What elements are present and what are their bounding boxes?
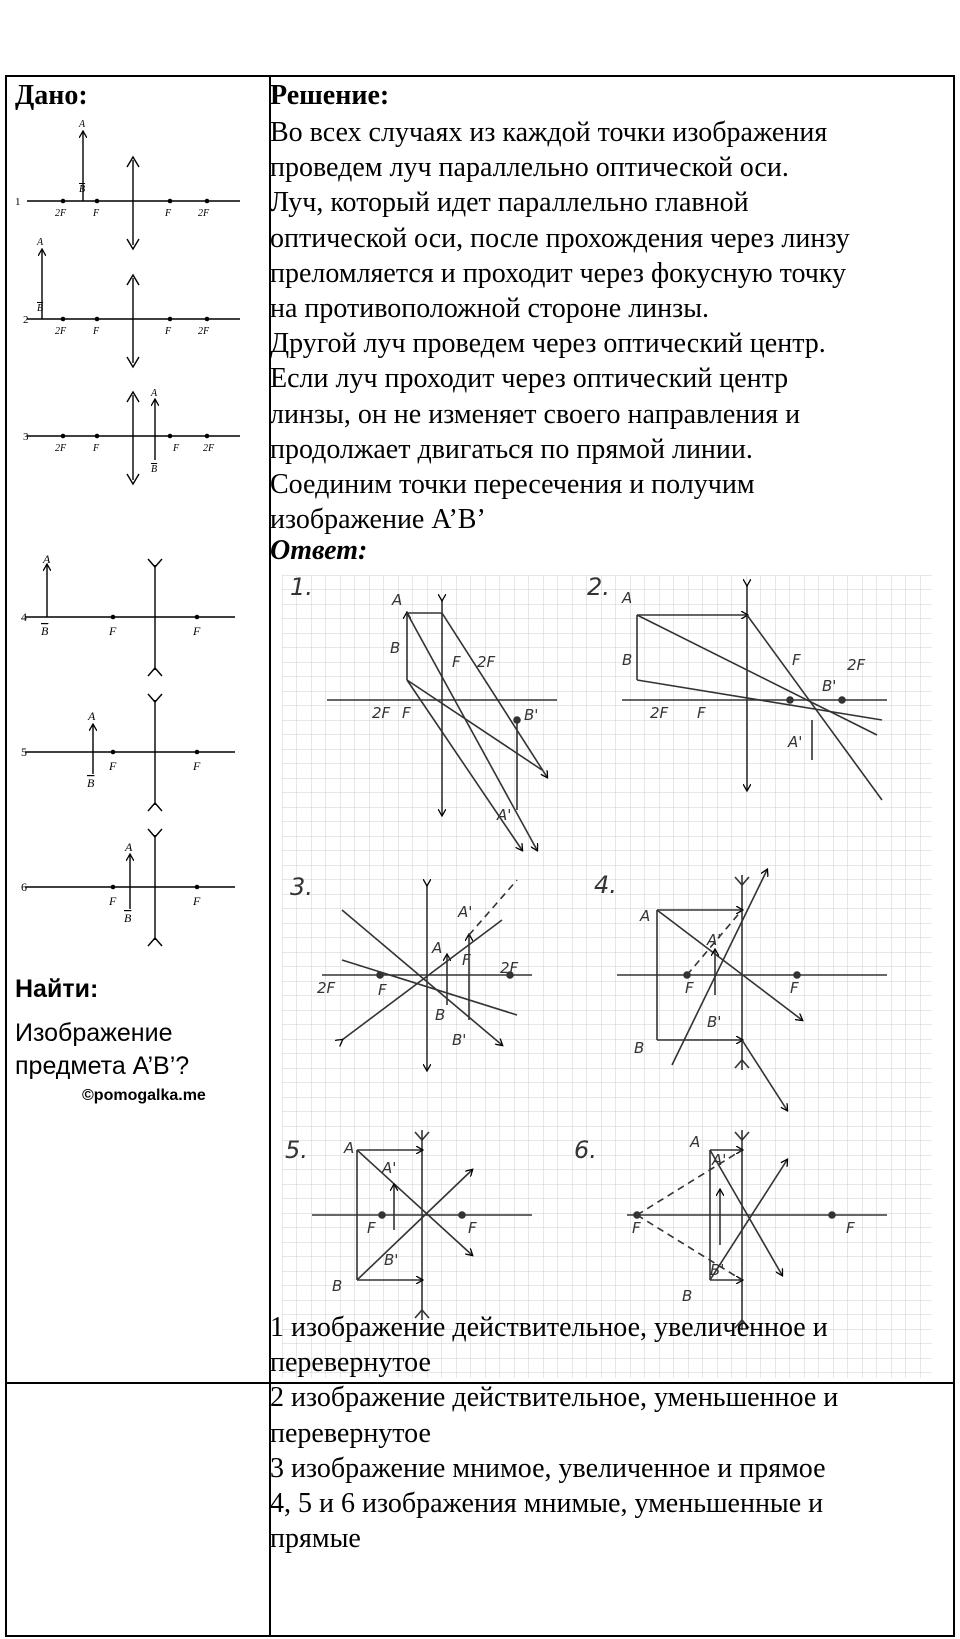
solution-line: продолжает двигаться по прямой линии. [270, 433, 753, 465]
answer-line: 2 изображение действительное, уменьшенное и [270, 1382, 839, 1414]
svg-text:4: 4 [21, 610, 27, 624]
svg-text:B: B [37, 303, 44, 314]
svg-text:A: A [640, 907, 651, 925]
svg-text:A': A' [788, 733, 803, 751]
svg-text:4.: 4. [594, 871, 617, 899]
svg-text:3: 3 [23, 431, 29, 443]
solution-line: оптической оси, после прохождения через линзу [270, 222, 850, 254]
find-text-line2: предмета A’B’? [15, 1052, 190, 1080]
svg-text:A': A' [712, 1151, 727, 1169]
svg-text:F: F [452, 653, 461, 671]
svg-text:F: F [468, 1219, 477, 1237]
svg-text:2F: 2F [198, 326, 210, 337]
svg-text:B': B' [710, 1261, 725, 1279]
svg-text:F: F [109, 624, 117, 638]
figure-number: 1 [15, 196, 21, 208]
svg-text:2F: 2F [372, 704, 391, 722]
answer-line: 4, 5 и 6 изображения мнимые, уменьшенные и [270, 1488, 824, 1520]
svg-text:B: B [124, 911, 132, 925]
ray-diagram-sketches [282, 575, 932, 1378]
svg-text:A: A [392, 591, 403, 609]
svg-text:2F: 2F [317, 979, 336, 997]
svg-text:F: F [685, 979, 694, 997]
svg-text:F: F [93, 326, 100, 337]
find-text-line1: Изображение [15, 1019, 173, 1047]
svg-text:B: B [332, 1277, 343, 1295]
svg-text:B: B [622, 651, 633, 669]
svg-text:B: B [151, 464, 158, 475]
figure-5 [21, 694, 235, 811]
answer-line: 1 изображение действительное, увеличенное и [270, 1312, 828, 1343]
svg-text:A: A [79, 119, 86, 130]
solution-line: линзы, он не изменяет своего направления и [270, 398, 801, 430]
svg-text:B': B' [707, 1013, 722, 1031]
svg-text:2F: 2F [203, 443, 215, 454]
svg-text:6: 6 [21, 880, 27, 894]
answer-line: 3 изображение мнимое, увеличенное и прямое [270, 1452, 826, 1484]
svg-text:F: F [193, 894, 201, 908]
svg-text:2F: 2F [650, 704, 669, 722]
answer-line: перевернутое [270, 1417, 431, 1449]
svg-text:B: B [390, 639, 401, 657]
svg-text:A: A [151, 388, 158, 399]
svg-text:A: A [432, 939, 443, 957]
answer-line: прямые [270, 1523, 361, 1555]
sketch-number: 1. [290, 575, 313, 601]
svg-text:5: 5 [21, 745, 27, 759]
svg-text:F: F [173, 443, 180, 454]
svg-text:A: A [690, 1133, 701, 1151]
svg-text:F: F [790, 979, 799, 997]
svg-text:F: F [632, 1219, 641, 1237]
svg-text:A: A [43, 555, 51, 566]
svg-text:2F: 2F [198, 208, 210, 219]
solution-line: Другой луч проведем через оптический центр. [270, 328, 826, 360]
svg-text:A': A' [707, 931, 722, 949]
svg-text:2.: 2. [587, 575, 610, 601]
svg-text:A: A [125, 840, 133, 854]
svg-text:A: A [88, 709, 96, 723]
solution-line: на противоположной стороне линзы. [270, 293, 710, 325]
svg-text:F: F [165, 208, 172, 219]
svg-text:B': B' [524, 706, 539, 724]
svg-text:F: F [697, 704, 706, 722]
svg-text:2F: 2F [55, 326, 67, 337]
solution-line: Во всех случаях из каждой точки изображения [270, 117, 828, 148]
find-heading: Найти: [15, 975, 99, 1003]
svg-text:A: A [37, 237, 44, 248]
solution-line: проведем луч параллельно оптической оси. [270, 152, 789, 184]
svg-text:B: B [79, 184, 86, 195]
svg-text:A: A [344, 1139, 355, 1157]
svg-text:B: B [682, 1287, 693, 1305]
svg-text:3.: 3. [290, 873, 313, 901]
figure-2 [23, 237, 240, 367]
svg-text:A: A [622, 589, 633, 607]
svg-text:F: F [93, 208, 100, 219]
svg-text:F: F [846, 1219, 855, 1237]
svg-text:2F: 2F [55, 208, 67, 219]
svg-text:F: F [367, 1219, 376, 1237]
answer-heading: Ответ: [270, 535, 368, 566]
svg-text:6.: 6. [574, 1136, 597, 1164]
svg-text:F: F [165, 326, 172, 337]
svg-text:2F: 2F [55, 443, 67, 454]
svg-text:F: F [193, 624, 201, 638]
svg-text:F: F [109, 894, 117, 908]
svg-text:B': B' [822, 677, 837, 695]
svg-text:B: B [435, 1006, 446, 1024]
svg-text:F: F [93, 443, 100, 454]
svg-text:F: F [109, 759, 117, 773]
svg-text:B: B [41, 624, 49, 638]
figure-1 [15, 119, 240, 249]
svg-text:F: F [792, 651, 801, 669]
solution-heading: Решение: [270, 80, 390, 111]
svg-text:B': B' [452, 1031, 467, 1049]
svg-text:A': A' [382, 1159, 397, 1177]
svg-text:F: F [378, 981, 387, 999]
solution-line: Если луч проходит через оптический центр [270, 363, 789, 395]
svg-text:2F: 2F [847, 656, 866, 674]
figure-4 [21, 555, 235, 676]
solution-line: изображение A’B’ [270, 504, 486, 536]
given-figures-diverging [15, 555, 255, 955]
svg-text:A': A' [458, 903, 473, 921]
svg-text:F: F [462, 951, 471, 969]
watermark: ©pomogalka.me [82, 1087, 206, 1104]
svg-text:2F: 2F [500, 959, 519, 977]
solution-text [270, 115, 940, 537]
svg-text:B: B [87, 776, 95, 790]
solution-line: Луч, который идет параллельно главной [270, 187, 749, 219]
svg-text:A': A' [497, 806, 512, 824]
svg-text:B': B' [384, 1251, 399, 1269]
figure-3 [23, 388, 240, 484]
given-heading: Дано: [15, 80, 88, 111]
given-figures-converging [15, 115, 255, 490]
solution-line: Соединим точки пересечения и получим [270, 469, 755, 501]
answer-text [270, 1310, 940, 1556]
svg-text:F: F [402, 704, 411, 722]
svg-text:5.: 5. [285, 1136, 308, 1164]
svg-text:2: 2 [23, 314, 29, 326]
svg-text:2F: 2F [477, 653, 496, 671]
svg-text:F: F [193, 759, 201, 773]
svg-text:B: B [634, 1039, 645, 1057]
answer-line: перевернутое [270, 1347, 431, 1379]
solution-line: преломляется и проходит через фокусную точку [270, 257, 847, 289]
figure-6 [21, 829, 235, 946]
